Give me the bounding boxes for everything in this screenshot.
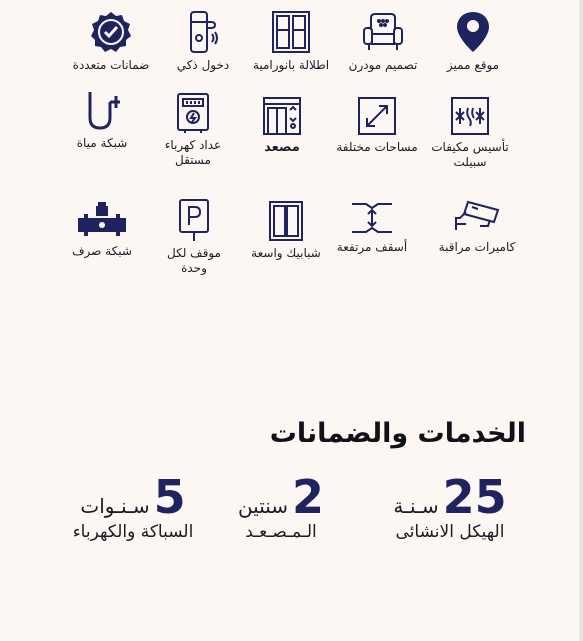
guarantee-caption: الهيكل الانشائى [395,522,505,542]
guarantee-structure [355,470,545,542]
guarantee-number: 5 [153,470,186,524]
feature-water [47,90,157,151]
ac-unit-icon [450,96,490,136]
feature-spaces [322,96,432,155]
electric-meter-icon [175,92,211,134]
feature-label: ضمانات متعددة [72,58,150,72]
feature-label: اطلالة بانورامية [252,58,330,72]
guarantee-unit: سـنـوات [80,494,150,518]
parking-icon [178,198,210,242]
location-pin-icon [453,10,493,54]
resize-arrow-icon [357,96,397,136]
feature-label: شبابيك واسعة [251,246,321,260]
guarantee-unit: سـنـة [393,494,439,518]
feature-drainage [47,200,157,259]
feature-label: تصميم مودرن [348,58,418,72]
elevator-icon [262,96,302,136]
badge-check-icon [89,10,133,54]
feature-label: موقف لكل وحدة [167,246,221,275]
armchair-icon [361,10,405,54]
feature-cctv [422,196,532,255]
guarantee-plumbing [38,470,228,542]
drain-pipe-icon [76,200,128,240]
guarantee-caption: الـمـصـعـد [245,522,317,542]
guarantee-number: 25 [442,470,507,524]
guarantee-unit: سنتين [237,494,289,518]
feature-label: عداد كهرباء مستقل [164,138,222,167]
cctv-camera-icon [454,196,500,236]
feature-label: شبكة مياة [76,136,128,150]
guarantee-caption: السباكة والكهرباء [72,522,194,542]
feature-label: موقع مميز [446,58,500,72]
wide-window-icon [268,200,304,242]
page-edge [579,0,583,641]
feature-label: مصعد [264,140,300,155]
feature-label: مساحات مختلفة [336,140,418,154]
section-title: الخدمات والضمانات [269,418,526,449]
feature-label: كاميرات مراقبة [438,240,516,254]
feature-label: أسقف مرتفعة [336,240,408,254]
water-pipe-icon [80,90,124,132]
smart-lock-icon [185,10,221,54]
feature-label: شبكة صرف [72,244,132,258]
guarantee-number: 2 [292,470,325,524]
window-icon [271,10,311,54]
ceiling-height-icon [350,200,394,236]
feature-guarantees [56,10,166,73]
feature-label: تأسيس مكيفات سبيلت [431,140,509,169]
feature-label: دخول ذكي [176,58,230,72]
